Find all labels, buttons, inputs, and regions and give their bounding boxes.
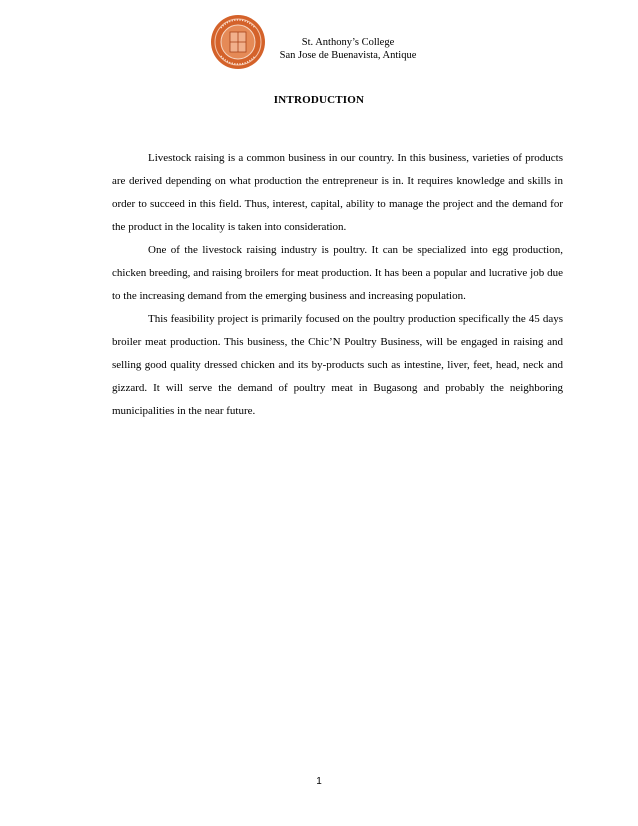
paragraph: One of the livestock raising industry is poultry. It can be specialized into egg production, chicken breeding, and raising broilers for meat production. It has been a popular and lucrative job due to the increasing demand from the emerging business and increasing population. — [112, 244, 563, 302]
paragraph: Livestock raising is a common business in our country. In this business, varieties of products are derived depending on what production the entrepreneur is in. It requires knowledge and skills in order to succeed in this field. Thus, interest, capital, ability to manage the project and the demand for the product in the locality is taken into consideration. — [112, 152, 563, 233]
letterhead-text — [258, 36, 438, 62]
letterhead — [210, 10, 440, 70]
institution-location: San Jose de Buenavista, Antique — [279, 50, 417, 61]
page-number: 1 — [316, 776, 322, 787]
page-title: INTRODUCTION — [273, 94, 365, 106]
institution-name: St. Anthony’s College — [301, 37, 395, 48]
document-body — [112, 147, 563, 423]
paragraph: This feasibility project is primarily focused on the poultry production specifically the 45 days broiler meat production. This business, the Chic’N Poultry Business, will be engaged in raising and selling good quality dressed chicken and its by-products such as intestine, liver, feet, head, neck and gizzard. It will serve the demand of poultry meat in Bugasong and probably the neighboring municipalities in the near future. — [112, 313, 563, 417]
